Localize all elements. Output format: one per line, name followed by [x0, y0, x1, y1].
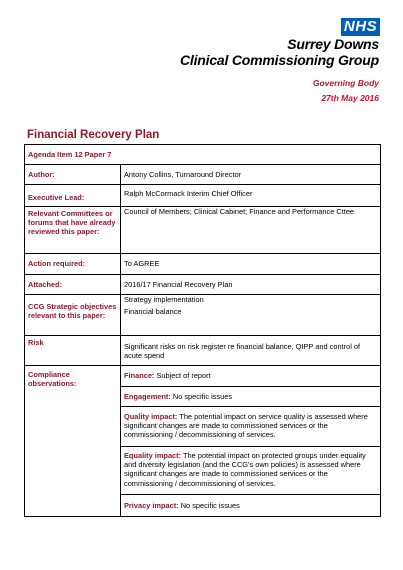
- nhs-logo: NHS: [341, 18, 380, 36]
- action-value: To AGREE: [121, 254, 381, 275]
- attached-label: Attached:: [25, 275, 121, 295]
- privacy-label: Privacy impact:: [124, 500, 179, 510]
- objectives-row: [25, 295, 381, 336]
- objectives-label: CCG Strategic objectives relevant to this paper:: [25, 295, 121, 336]
- attached-value: 2016/17 Financial Recovery Plan: [121, 275, 381, 295]
- exec-lead-label: Executive Lead:: [25, 185, 121, 207]
- committees-value: Council of Members; Clinical Cabinet; Finance and Performance Cttee: [121, 207, 381, 254]
- finance-cell: [121, 366, 381, 387]
- objective-2: Financial balance: [124, 307, 182, 317]
- risk-row: [25, 336, 381, 366]
- risk-value: Significant risks on risk register re financial balance, QIPP and control of acute spend: [121, 336, 381, 366]
- action-label: Action required:: [25, 254, 121, 275]
- privacy-cell: [121, 495, 381, 517]
- meeting-date: 27th May 2016: [321, 93, 379, 103]
- action-row: [25, 254, 381, 275]
- org-name-line1: Surrey Downs: [287, 36, 379, 52]
- org-name-line2: Clinical Commissioning Group: [180, 52, 379, 68]
- objective-1: Strategy implementation: [124, 295, 204, 304]
- committees-row: [25, 207, 381, 254]
- attached-row: [25, 275, 381, 295]
- objectives-value: [121, 295, 381, 336]
- author-row: [25, 165, 381, 185]
- agenda-item: Agenda Item 12 Paper 7: [25, 145, 381, 165]
- compliance-label: Compliance observations:: [25, 366, 121, 517]
- author-value: Antony Collins, Turnaround Director: [121, 165, 381, 185]
- cover-sheet-table: [24, 144, 381, 517]
- agenda-row: [25, 145, 381, 165]
- risk-label: Risk: [25, 336, 121, 366]
- compliance-finance-row: [25, 366, 381, 387]
- meeting-name: Governing Body: [312, 78, 379, 88]
- privacy-value: No specific issues: [178, 500, 240, 510]
- finance-label: Finance:: [124, 371, 155, 381]
- engagement-label: Engagement:: [124, 391, 171, 401]
- author-label: Author:: [25, 165, 121, 185]
- quality-value: The potential impact on service quality is assessed where significant changes are made to commissioned services or the commissioning / decommissioning of services.: [124, 412, 368, 440]
- document-title: Financial Recovery Plan: [27, 129, 160, 141]
- equality-label: Equality impact:: [124, 451, 182, 460]
- committees-label: Relevant Committees or forums that have already reviewed this paper:: [25, 207, 121, 254]
- equality-cell: [121, 447, 381, 495]
- quality-cell: [121, 407, 381, 447]
- quality-label: Quality impact:: [124, 412, 178, 421]
- exec-lead-row: [25, 185, 381, 207]
- engagement-value: No specific issues: [170, 391, 233, 401]
- equality-value: The potential impact on protected groups under equality and diversity legislation (and the CCG's own policies) is assessed where significant changes are made to commissioned services or the commissioning / decommissioning of services.: [124, 451, 366, 488]
- finance-value: Subject of report: [154, 371, 211, 381]
- engagement-cell: [121, 387, 381, 407]
- exec-lead-value: Ralph McCormack Interim Chief Officer: [121, 185, 381, 207]
